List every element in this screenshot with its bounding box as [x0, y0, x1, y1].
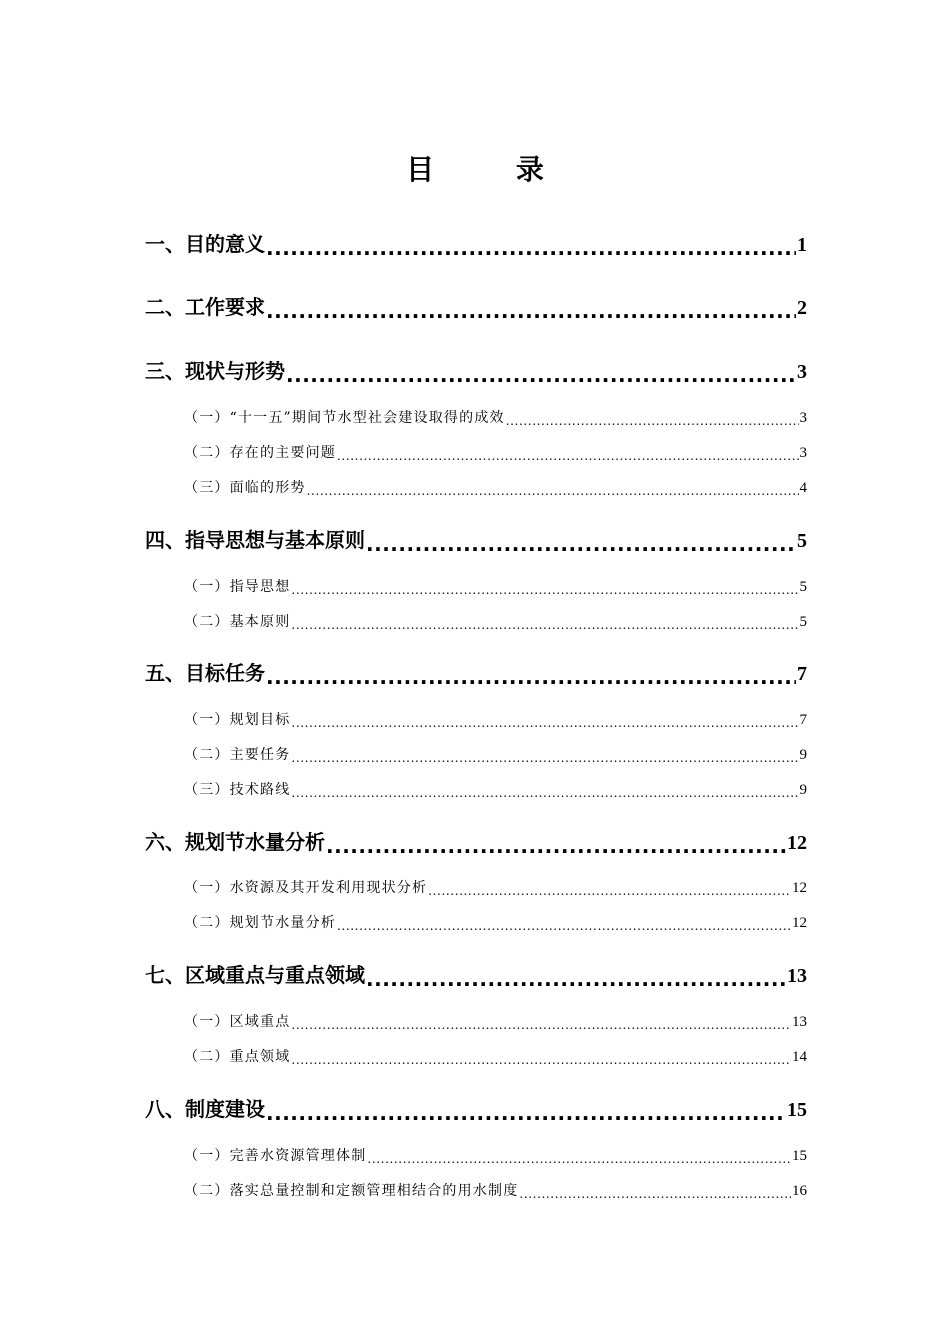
toc-entry-label: （二）规划节水量分析 — [184, 915, 336, 931]
toc-entry-page: 16 — [792, 1183, 807, 1199]
toc-entry-page: 13 — [792, 1014, 807, 1030]
dot-leader — [307, 483, 799, 497]
dot-leader — [366, 532, 796, 552]
toc-entry-page: 7 — [799, 712, 807, 728]
toc-entry-label: （二）主要任务 — [184, 747, 291, 763]
dot-leader — [506, 413, 799, 427]
dot-leader — [266, 299, 796, 319]
dot-leader — [291, 1052, 791, 1066]
toc-subentry[interactable] — [184, 744, 807, 764]
toc-entry-page: 3 — [799, 445, 807, 461]
toc-entry-page: 4 — [799, 480, 807, 496]
toc-entry-page: 9 — [799, 747, 807, 763]
toc-entry[interactable] — [145, 959, 807, 988]
toc-entry-page: 14 — [792, 1049, 807, 1065]
toc-entry-page: 12 — [792, 915, 807, 931]
toc-entry-page: 13 — [787, 965, 807, 987]
toc-entry-label: （一）区域重点 — [184, 1014, 291, 1030]
toc-entry[interactable] — [145, 657, 807, 686]
toc-entry-label: 五、目标任务 — [145, 661, 265, 685]
toc-entry-page: 3 — [797, 361, 807, 383]
toc-subentry[interactable] — [184, 611, 807, 631]
dot-leader — [266, 236, 796, 256]
toc-entry[interactable] — [145, 355, 807, 384]
dot-leader — [326, 834, 786, 854]
dot-leader — [337, 918, 791, 932]
toc-entry-page: 1 — [797, 234, 807, 256]
toc-subentry[interactable] — [184, 877, 807, 897]
toc-subentry[interactable] — [184, 442, 807, 462]
toc-subentry[interactable] — [184, 1046, 807, 1066]
toc-entry-label: 四、指导思想与基本原则 — [145, 528, 365, 552]
dot-leader — [367, 1151, 791, 1165]
toc-entry-label: （二）基本原则 — [184, 614, 291, 630]
toc-entry[interactable] — [145, 291, 807, 320]
toc-subentry[interactable] — [184, 912, 807, 932]
toc-entry-page: 5 — [799, 579, 807, 595]
toc-entry-page: 7 — [797, 663, 807, 685]
toc-entry-page: 5 — [797, 530, 807, 552]
toc-entry-label: 二、工作要求 — [145, 295, 265, 319]
dot-leader — [519, 1186, 791, 1200]
toc-subentry[interactable] — [184, 779, 807, 799]
toc-entry-label: 三、现状与形势 — [145, 359, 285, 383]
toc-entry-label: （一）水资源及其开发利用现状分析 — [184, 880, 428, 896]
dot-leader — [266, 665, 796, 685]
toc-entry-label: （三）面临的形势 — [184, 480, 306, 496]
toc-entry-page: 12 — [787, 832, 807, 854]
toc-entry-label: （二）重点领域 — [184, 1049, 291, 1065]
toc-entry-page: 2 — [797, 297, 807, 319]
dot-leader — [266, 1101, 786, 1121]
toc-subentry[interactable] — [184, 1180, 807, 1200]
toc-entry-page: 15 — [787, 1099, 807, 1121]
toc-entry-page: 3 — [799, 410, 807, 426]
dot-leader — [291, 582, 798, 596]
toc-entry[interactable] — [145, 228, 807, 257]
dot-leader — [291, 750, 798, 764]
toc-subentry[interactable] — [184, 1011, 807, 1031]
toc-entry-label: （二）落实总量控制和定额管理相结合的用水制度 — [184, 1183, 519, 1199]
toc-subentry[interactable] — [184, 477, 807, 497]
dot-leader — [366, 967, 786, 987]
toc-entry[interactable] — [145, 826, 807, 855]
dot-leader — [291, 1017, 791, 1031]
toc-entry-label: 一、目的意义 — [145, 232, 265, 256]
toc-subentry[interactable] — [184, 407, 807, 427]
dot-leader — [291, 715, 798, 729]
dot-leader — [337, 448, 799, 462]
dot-leader — [286, 363, 796, 383]
toc-entry-label: 六、规划节水量分析 — [145, 830, 325, 854]
toc-entry-label: 七、区域重点与重点领域 — [145, 963, 365, 987]
toc-entry-label: （三）技术路线 — [184, 782, 291, 798]
toc-subentry[interactable] — [184, 1145, 807, 1165]
toc-entry-label: （一）指导思想 — [184, 579, 291, 595]
toc-entry-label: （一）“十一五”期间节水型社会建设取得的成效 — [184, 410, 505, 426]
dot-leader — [291, 785, 798, 799]
toc-entry-page: 12 — [792, 880, 807, 896]
dot-leader — [291, 617, 798, 631]
toc-entry-label: （一）规划目标 — [184, 712, 291, 728]
toc-entry-label: （二）存在的主要问题 — [184, 445, 336, 461]
toc-entry-label: 八、制度建设 — [145, 1097, 265, 1121]
toc-title: 目 录 — [406, 153, 580, 186]
toc-subentry[interactable] — [184, 709, 807, 729]
toc-entry[interactable] — [145, 524, 807, 553]
toc-entry-page: 5 — [799, 614, 807, 630]
toc-entry-page: 15 — [792, 1148, 807, 1164]
toc-entry-page: 9 — [799, 782, 807, 798]
toc-entry[interactable] — [145, 1093, 807, 1122]
toc-entry-label: （一）完善水资源管理体制 — [184, 1148, 367, 1164]
toc-subentry[interactable] — [184, 576, 807, 596]
dot-leader — [428, 883, 791, 897]
